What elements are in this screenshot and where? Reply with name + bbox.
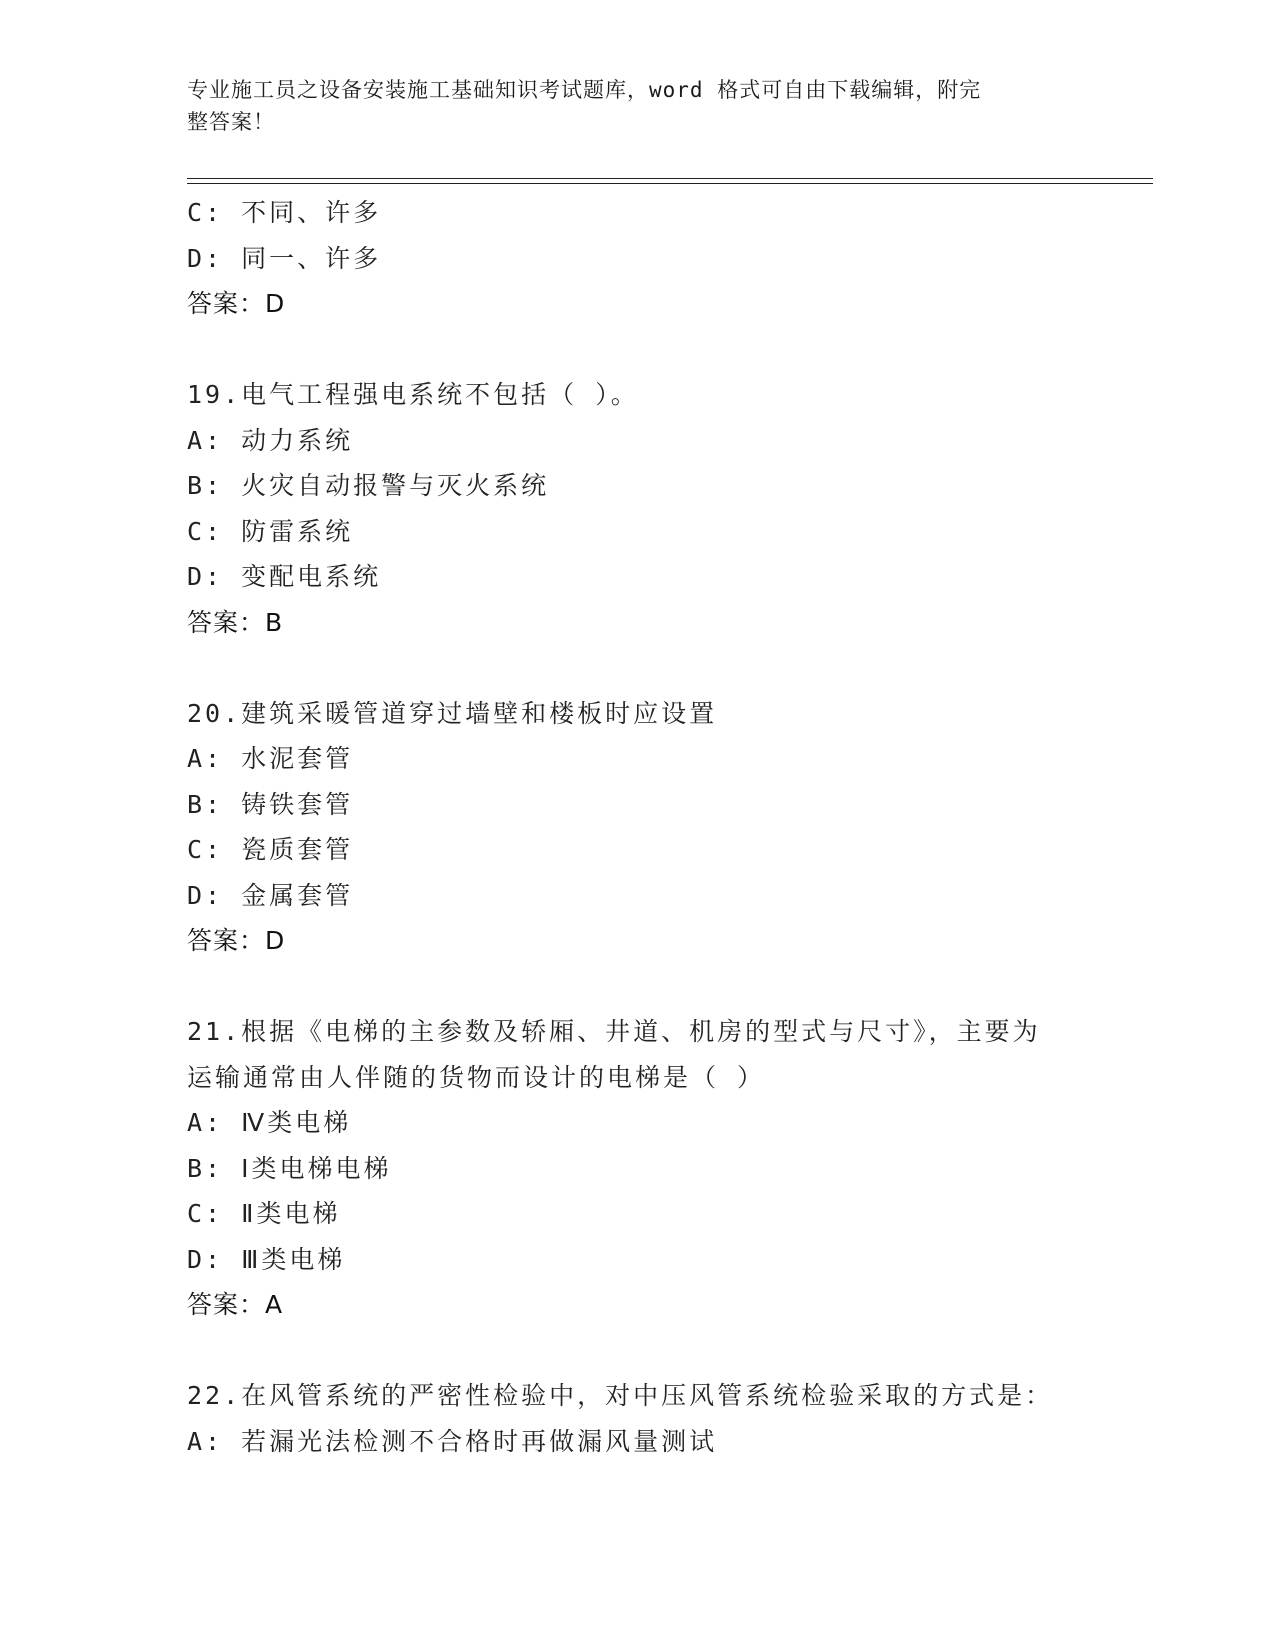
question-22 [187, 1373, 1087, 1464]
option-a: A: 水泥套管 [187, 744, 354, 773]
question-19 [187, 372, 1087, 645]
option-c: C: 不同、许多 [187, 198, 382, 227]
spacer [187, 645, 1087, 691]
header-divider-top [187, 178, 1153, 179]
option-c: C: 瓷质套管 [187, 835, 354, 864]
question-18-continued [187, 190, 1087, 327]
option-d: D: Ⅲ类电梯 [187, 1244, 346, 1274]
question-21 [187, 1009, 1087, 1328]
question-stem: 19.电气工程强电系统不包括（ ）。 [187, 380, 639, 409]
spacer [187, 1328, 1087, 1374]
option-a: A: 若漏光法检测不合格时再做漏风量测试 [187, 1426, 718, 1456]
question-20 [187, 691, 1087, 964]
option-a: A: Ⅳ类电梯 [187, 1108, 352, 1137]
question-stem: 20.建筑采暖管道穿过墙壁和楼板时应设置 [187, 698, 718, 728]
spacer [187, 327, 1087, 373]
spacer [187, 964, 1087, 1010]
option-d: D: 变配电系统 [187, 562, 382, 591]
answer-line: 答案：A [187, 1290, 284, 1319]
option-c: C: Ⅱ类电梯 [187, 1199, 341, 1228]
option-b: B: 铸铁套管 [187, 789, 354, 819]
option-b: B: 火灾自动报警与灭火系统 [187, 471, 550, 500]
option-c: C: 防雷系统 [187, 516, 354, 546]
question-stem: 22.在风管系统的严密性检验中，对中压风管系统检验采取的方式是： [187, 1381, 1054, 1410]
question-list [187, 190, 1087, 1464]
option-a: A: 动力系统 [187, 425, 354, 455]
header-divider-bottom [187, 183, 1153, 184]
option-d: D: 同一、许多 [187, 243, 382, 273]
header-title-line1: 专业施工员之设备安装施工基础知识考试题库，word 格式可自由下载编辑，附完 [187, 78, 982, 102]
answer-line: 答案：B [187, 607, 284, 637]
question-stem-line1: 21.根据《电梯的主参数及轿厢、井道、机房的型式与尺寸》，主要为 [187, 1017, 1041, 1046]
answer-line: 答案：D [187, 289, 286, 318]
option-b: B: Ⅰ类电梯电梯 [187, 1153, 392, 1183]
question-stem-line2: 运输通常由人伴随的货物而设计的电梯是（ ） [187, 1062, 766, 1092]
document-header [187, 74, 1067, 138]
answer-line: 答案：D [187, 926, 286, 955]
header-title-line2: 整答案！ [187, 110, 275, 134]
option-d: D: 金属套管 [187, 880, 354, 910]
